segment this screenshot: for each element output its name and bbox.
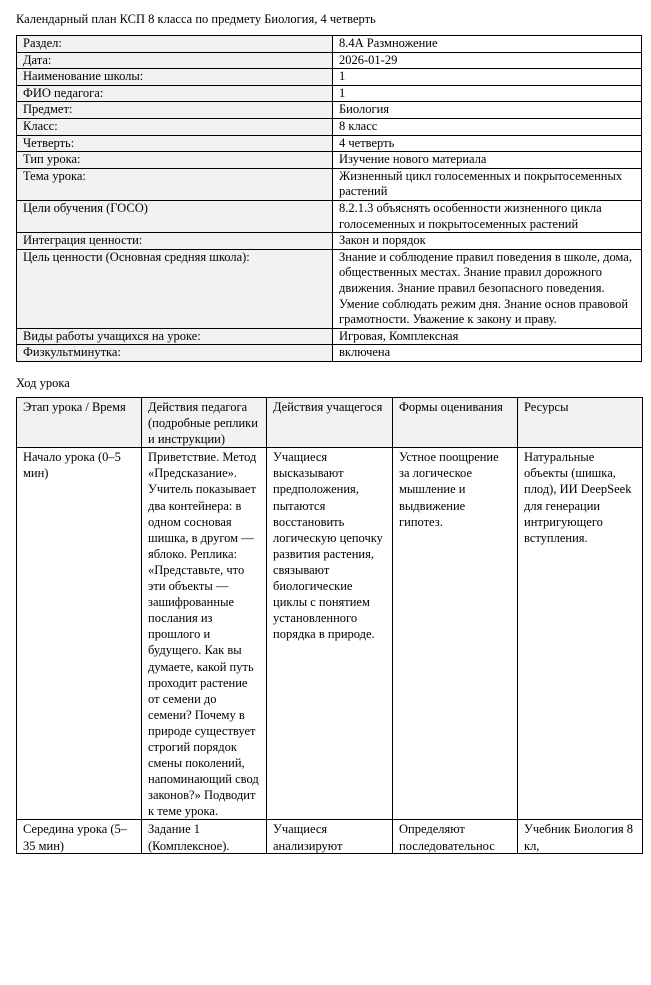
plan-header-row xyxy=(17,398,643,448)
info-label: Дата: xyxy=(17,52,333,69)
header-stage: Этап урока / Время xyxy=(17,398,142,448)
info-row xyxy=(17,118,642,135)
teacher-actions-text: Задание 1 (Комплексное). xyxy=(148,822,230,853)
info-value: Игровая, Комплексная xyxy=(333,328,642,345)
assessment-text: Определяют последовательнос xyxy=(399,822,495,853)
student-actions-text: Учащиеся анализируют xyxy=(273,822,343,853)
info-row xyxy=(17,328,642,345)
info-value: Закон и порядок xyxy=(333,233,642,250)
header-student-actions: Действия учащегося xyxy=(267,398,393,448)
plan-row xyxy=(17,448,643,820)
info-row xyxy=(17,52,642,69)
info-label: Цели обучения (ГОСО) xyxy=(17,200,333,232)
student-actions-cell xyxy=(267,820,393,854)
student-actions-cell: Учащиеся высказывают предположения, пытаются восстановить логическую цепочку развития растения, связывают биологические циклы с понятием установленного порядка в природе. xyxy=(267,448,393,820)
info-label: Четверть: xyxy=(17,135,333,152)
lesson-info-table xyxy=(16,35,642,362)
info-value: 2026-01-29 xyxy=(333,52,642,69)
info-value: Знание и соблюдение правил поведения в школе, дома, общественных местах. Знание правил дорожного движения. Знание правил безопасного поведения. Умение соблюдать режим дня. Знание основ правовой грамотности. Уважение к закону и праву. xyxy=(333,249,642,328)
teacher-actions-cell: Приветствие. Метод «Предсказание». Учитель показывает два контейнера: в одном сосновая шишка, в другом — яблоко. Реплика: «Представьте, что эти объекты — зашифрованные послания из прошлого и будущего. Как вы думаете, какой путь проходит растение от семени до семени? Почему в природе существует строгий порядок смены поколений, напоминающий свод законов?» Подводит к теме урока. xyxy=(142,448,267,820)
stage-cell xyxy=(17,820,142,854)
info-value: 1 xyxy=(333,69,642,86)
info-label: Класс: xyxy=(17,118,333,135)
info-row xyxy=(17,168,642,200)
assessment-cell xyxy=(393,820,518,854)
header-resources: Ресурсы xyxy=(518,398,643,448)
plan-row xyxy=(17,820,643,854)
info-label: Цель ценности (Основная средняя школа): xyxy=(17,249,333,328)
info-value: Жизненный цикл голосеменных и покрытосеменных растений xyxy=(333,168,642,200)
teacher-actions-cell xyxy=(142,820,267,854)
info-row xyxy=(17,200,642,232)
info-label: Интеграция ценности: xyxy=(17,233,333,250)
info-label: ФИО педагога: xyxy=(17,85,333,102)
info-row xyxy=(17,249,642,328)
info-value: Изучение нового материала xyxy=(333,152,642,169)
info-label: Тип урока: xyxy=(17,152,333,169)
document-title: Календарный план КСП 8 класса по предмету Биология, 4 четверть xyxy=(16,12,376,26)
info-value: 1 xyxy=(333,85,642,102)
info-value: Биология xyxy=(333,102,642,119)
info-row xyxy=(17,233,642,250)
info-row xyxy=(17,135,642,152)
info-value: включена xyxy=(333,345,642,362)
resources-text: Учебник Биология 8 кл, xyxy=(524,822,634,853)
stage-cell: Начало урока (0–5 мин) xyxy=(17,448,142,820)
info-label: Физкультминутка: xyxy=(17,345,333,362)
header-teacher-actions: Действия педагога (подробные реплики и инструкции) xyxy=(142,398,267,448)
lesson-flow-heading: Ход урока xyxy=(16,376,70,390)
info-label: Виды работы учащихся на уроке: xyxy=(17,328,333,345)
info-value: 8.2.1.3 объяснять особенности жизненного цикла голосеменных и покрытосеменных растений xyxy=(333,200,642,232)
info-value: 8.4А Размножение xyxy=(333,36,642,53)
info-row xyxy=(17,69,642,86)
assessment-cell: Устное поощрение за логическое мышление и выдвижение гипотез. xyxy=(393,448,518,820)
resources-cell xyxy=(518,820,643,854)
info-row xyxy=(17,102,642,119)
info-value: 4 четверть xyxy=(333,135,642,152)
info-label: Тема урока: xyxy=(17,168,333,200)
info-label: Предмет: xyxy=(17,102,333,119)
stage-text: Середина урока (5–35 мин) xyxy=(23,822,128,853)
info-label: Наименование школы: xyxy=(17,69,333,86)
header-assessment: Формы оценивания xyxy=(393,398,518,448)
info-label: Раздел: xyxy=(17,36,333,53)
resources-cell: Натуральные объекты (шишка, плод), ИИ DeepSeek для генерации интригующего вступления. xyxy=(518,448,643,820)
info-row xyxy=(17,85,642,102)
info-row xyxy=(17,152,642,169)
info-row xyxy=(17,36,642,53)
info-value: 8 класс xyxy=(333,118,642,135)
lesson-plan-table xyxy=(16,397,643,854)
info-row xyxy=(17,345,642,362)
